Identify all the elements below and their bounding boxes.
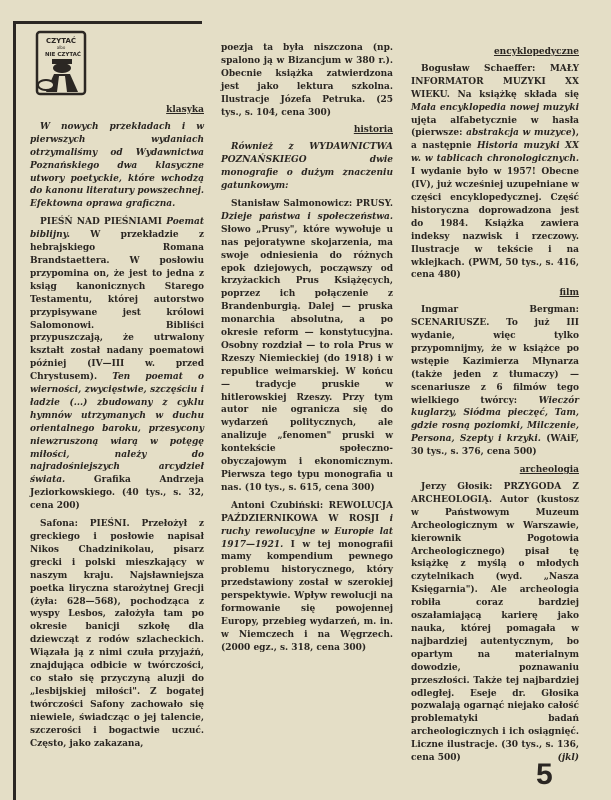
italic-text: Wieczór kuglarzy, Siódma pieczęć, Tam, gdzie rosną poziomki, Milczenie, Persona, Szepty i krzyki.	[411, 395, 579, 445]
article-paragraph	[411, 304, 579, 459]
italic-text: Ten poemat o wierności, zwycięstwie, szczęściu i ładzie (...) zbudowany z cyklu hymnów utrzymanych w duchu orientalnego baroku, przesycony niewzruszoną wiarą w potęgę miłości, należy do najradośniejszych arcydzieł świata.	[30, 372, 204, 486]
text: Stanisław Salmonowicz: PRUSY.	[231, 198, 393, 209]
text: (WAiF, 30 tys., s. 376, cena 500)	[411, 434, 579, 458]
czytac-albo-nie-czytac-logo	[34, 30, 89, 96]
article-paragraph	[221, 141, 393, 193]
italic-text: i ruchy rewolucyjne w Europie lat 1917—1921.	[221, 513, 393, 550]
svg-text:CZYTAĆ: CZYTAĆ	[45, 37, 77, 45]
text: Ingmar Bergman: SCENARIUSZE. To już III wydanie, więc tylko przypomnijmy, że w książce po wstępie Kazimierza Młynarza (także jeden z tłumaczy) — scenariusze z 6 filmów tego wielkiego twórcy:	[411, 305, 579, 406]
text: I wydanie było w 1957! Obecne (IV), już wcześniej uzupełniane w części encyklopedycznej. Część historyczna doprowadzona jest do 1984. Książka zawiera indeksy nazwisk i rzeczowy. Ilustracje w tekście i na wklejkach. (PWM, 50 tys., s. 416, cena 480)	[411, 167, 579, 281]
svg-text:NIE CZYTAĆ: NIE CZYTAĆ	[45, 52, 81, 58]
section-heading-archeologia: archeologia	[519, 465, 579, 476]
article-paragraph	[30, 121, 204, 211]
column-2	[221, 42, 393, 660]
text: ujęta alfabetycznie w hasła (pierwsze:	[411, 115, 579, 139]
section-heading-historia: historia	[353, 125, 393, 136]
article-paragraph	[411, 481, 579, 765]
text: Antoni Czubiński: REWOLUCJA PAŹDZIERNIKOWA W ROSJI	[221, 500, 393, 524]
text: Bogusław Schaeffer: MAŁY INFORMATOR MUZYKI XX WIEKU. Na książkę składa się	[411, 63, 579, 100]
section-heading-klasyka: klasyka	[166, 105, 204, 115]
text: poezja ta była niszczona (np. spalono ją w Bizancjum w 380 r.). Obecnie książka zatwierdzona jest jako lektura szkolna. Ilustracje Józefa Petruka. (25 tys., s. 104, cena 300)	[221, 43, 393, 118]
text: W przekładzie z hebrajskiego Romana Brandstaettera. W posłowiu przypomina on, że jest to jedna z ksiąg kanonicznych Starego Testamentu, której autorstwo przypisywane jest królowi Salomonowi. Bibliści przypuszczają, że utrwalony kształt został nadany poematowi później (IV—III w. przed Chrystusem).	[30, 230, 204, 383]
page-number: 5	[536, 758, 553, 791]
article-paragraph	[221, 198, 393, 495]
article-paragraph	[411, 63, 579, 282]
article-paragraph	[221, 500, 393, 655]
italic-text: Również z WYDAWNICTWA POZNAŃSKIEGO dwie monografie o dużym znaczeniu gatunkowym:	[221, 142, 393, 192]
column-3	[411, 42, 579, 770]
author-credit: (jkl)	[557, 753, 579, 764]
text: Jerzy Głosik: PRZYGODA Z ARCHEOLOGIĄ. Autor (kustosz w Państwowym Muzeum Archeologicznym w Warszawie, kierownik Pogotowia Archeologicznego) pisał tę książkę z myślą o młodych czytelnikach (wyd. „Nasza Księgarnia"). Ale archeologia robiła coraz bardziej oszałamiającą karierę jako nauka, której pomagała w najbardziej autentycznym, bo opartym na materialnym dowodzie, poznawaniu przeszłości. Także tej najbardziej odległej. Eseje dr. Głosika pozwalają ogarnąć niejako całość problematyki badań archeologicznych i ich osiągnięć. Liczne ilustracje. (30 tys., s. 136, cena 500)	[411, 482, 579, 764]
article-paragraph	[30, 518, 204, 750]
text: I w tej monografii mamy kompendium pewnego problemu historycznego, który przedstawiony został w szerokiej perspektywie. Wpływ rewolucji na formowanie się powojennej Europy, przebieg wydarzeń, m. in. w Niemczech i na Węgrzech. (2000 egz., s. 318, cena 300)	[221, 539, 393, 653]
italic-text: Mała encyklopedia nowej muzyki	[411, 102, 579, 113]
italic-text: Poemat biblijny.	[30, 217, 204, 241]
section-heading-encyklopedyczne: encyklopedyczne	[493, 47, 579, 57]
section-heading-film: film	[559, 288, 579, 299]
text: ), a następnie	[411, 128, 579, 152]
italic-text: abstrakcja w muzyce	[466, 128, 572, 139]
text: Słowo „Prusy", które wywołuje u nas pejoratywne skojarzenia, ma swoje odniesienia do różnych epok dziejowych, począwszy od krzyżackich Prus Książęcych, poprzez ich połączenie z Brandenburgią. Dalej — pruska monarchia absolutna, a po okresie reform — konstytucyjna. Osobny rozdział — to rola Prus w Rzeszy Niemieckiej (do 1918) i w republice weimarskiej. W końcu — tradycje pruskie w hitlerowskiej Rzeszy. Przy tym autor nie ogranicza się do wydarzeń politycznych, ale analizuje „fenomen" pruski w kontekście społeczno-obyczajowym i ekonomicznym. Pierwsza tego typu monografia u nas. (10 tys., s. 615, cena 300)	[221, 224, 393, 493]
frame-border-top	[14, 21, 202, 24]
italic-text: W nowych przekładach i w pierwszych wydaniach otrzymaliśmy od Wydawnictwa Poznańskiego dwa klasyczne utwory poetyckie, które wchodzą do kanonu literatury powszechnej. Efektowna oprawa graficzna.	[30, 121, 204, 210]
italic-text: Historia muzyki XX w. w tablicach chronologicznych.	[411, 141, 579, 165]
column-1	[30, 100, 204, 755]
article-paragraph	[30, 216, 204, 513]
svg-text:albo: albo	[56, 45, 66, 50]
frame-border-left	[13, 21, 16, 800]
text: PIEŚŃ NAD PIEŚNIAMI	[40, 217, 167, 228]
italic-text: Dzieje państwa i społeczeństwa.	[221, 211, 393, 222]
text: Grafika Andrzeja Jeziorkowskiego. (40 tys., s. 32, cena 200)	[30, 475, 204, 512]
article-paragraph	[221, 42, 393, 119]
text: Safona: PIEŚNI. Przełożył z greckiego i posłowie napisał Nikos Chadzinikolau, pisarz grecki i polski mieszkający w naszym kraju. Najsławniejsza poetka liryczna starożytnej Grecji (żyła: 628—568), pochodząca z wyspy Lesbos, założyła tam po okresie banicji szkołę dla dziewcząt z rodów szlacheckich. Wiązała ją z nimi czuła przyjaźń, znajdująca odbicie w twórczości, co stało się przyczyną aluzji do „lesbijskiej miłości". Z bogatej twórczości Safony zachowało się niewiele, świadcząc o jej talencie, szczerości i bogactwie uczuć. Często, jako zakazana,	[30, 519, 204, 749]
